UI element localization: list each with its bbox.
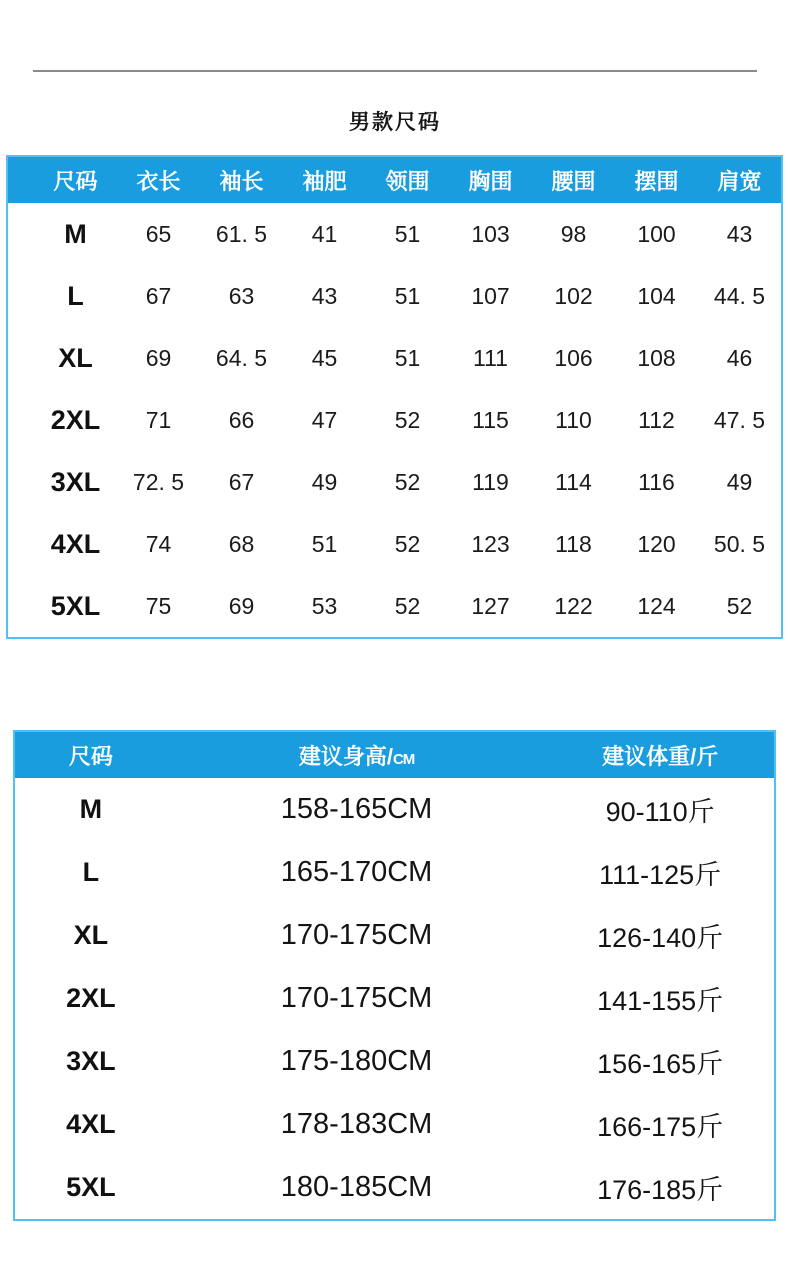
table-row	[15, 1156, 774, 1219]
table-row	[8, 327, 781, 389]
cell-value: 51	[394, 344, 421, 371]
cell-value: 67	[145, 282, 172, 309]
size-label: XL	[73, 920, 109, 950]
height-range: 170-175CM	[280, 919, 433, 951]
table-row	[8, 451, 781, 513]
cell-value: 116	[638, 468, 675, 495]
size-label: 4XL	[66, 1109, 116, 1139]
table-row	[15, 904, 774, 967]
table-row	[15, 778, 774, 841]
weight-range: 166-175斤	[597, 1112, 724, 1142]
weight-range: 141-155斤	[597, 986, 724, 1016]
size-label: M	[79, 794, 103, 824]
men-col-header-sleevew: 袖肥	[302, 168, 347, 194]
men-col-header-neck: 领围	[385, 168, 430, 194]
cell-value: 114	[555, 468, 592, 495]
height-range: 180-185CM	[280, 1171, 433, 1203]
cell-value: 43	[726, 220, 753, 247]
fit-table-header-row	[15, 732, 774, 778]
cell-value: 100	[637, 220, 676, 247]
fit-col-header-weight: 建议体重/斤	[602, 743, 719, 769]
cell-value: 124	[637, 592, 676, 619]
men-table-body	[8, 203, 781, 637]
cell-value: 52	[394, 406, 421, 433]
cell-value: 75	[145, 592, 172, 619]
cell-value: 122	[554, 592, 593, 619]
cell-value: 98	[560, 220, 587, 247]
height-range: 175-180CM	[280, 1045, 433, 1077]
cell-value: 46	[726, 344, 753, 371]
top-divider-line	[33, 70, 757, 72]
cell-value: 111	[473, 344, 508, 371]
cell-value: 112	[638, 406, 675, 433]
cell-value: 52	[394, 530, 421, 557]
cell-value: 110	[555, 406, 592, 433]
men-col-header-shoulder: 肩宽	[717, 168, 762, 194]
weight-range: 90-110斤	[605, 797, 715, 827]
table-row	[8, 389, 781, 451]
table-row	[15, 967, 774, 1030]
weight-range: 156-165斤	[597, 1049, 724, 1079]
men-col-header-sleeve: 袖长	[219, 168, 264, 194]
fit-table-body	[15, 778, 774, 1219]
table-row	[15, 1093, 774, 1156]
cell-value: 64. 5	[215, 344, 268, 371]
weight-range: 111-125斤	[599, 860, 722, 890]
size-label: 2XL	[66, 983, 116, 1013]
cell-value: 51	[394, 220, 421, 247]
men-col-header-size: 尺码	[53, 168, 98, 194]
cell-value: 68	[228, 530, 255, 557]
cell-value: 123	[471, 530, 510, 557]
cell-value: 106	[554, 344, 593, 371]
men-size-table	[6, 155, 783, 639]
cell-value: 115	[472, 406, 509, 433]
cell-value: 49	[726, 468, 753, 495]
size-label: 2XL	[50, 404, 101, 435]
cell-value: 52	[394, 592, 421, 619]
height-range: 165-170CM	[280, 856, 433, 888]
height-range: 158-165CM	[280, 793, 433, 825]
cell-value: 52	[394, 468, 421, 495]
size-label: 5XL	[50, 590, 101, 621]
cell-value: 120	[637, 530, 676, 557]
cell-value: 71	[145, 406, 172, 433]
cell-value: 45	[311, 344, 338, 371]
cell-value: 104	[637, 282, 676, 309]
table-row	[15, 841, 774, 904]
men-table-header-row	[8, 157, 781, 203]
cell-value: 67	[228, 468, 255, 495]
cell-value: 119	[472, 468, 509, 495]
cell-value: 61. 5	[215, 220, 268, 247]
size-label: 3XL	[50, 466, 101, 497]
cell-value: 66	[228, 406, 255, 433]
size-label: 3XL	[66, 1046, 116, 1076]
fit-col-header-height	[167, 740, 547, 771]
weight-range: 176-185斤	[597, 1175, 724, 1205]
men-col-header-waist: 腰围	[551, 168, 596, 194]
cell-value: 127	[471, 592, 510, 619]
cell-value: 65	[145, 220, 172, 247]
cell-value: 47. 5	[713, 406, 766, 433]
cell-value: 53	[311, 592, 338, 619]
table-row	[8, 203, 781, 265]
size-label: L	[67, 280, 84, 311]
size-label: 4XL	[50, 528, 101, 559]
cell-value: 108	[637, 344, 676, 371]
page-title: 男款尺码	[349, 111, 441, 134]
size-label: M	[64, 218, 87, 249]
cell-value: 51	[311, 530, 338, 557]
fit-height-label: 建议身高/	[298, 743, 393, 769]
cell-value: 50. 5	[713, 530, 766, 557]
table-row	[8, 575, 781, 637]
size-label: 5XL	[66, 1172, 116, 1202]
cell-value: 69	[228, 592, 255, 619]
fit-recommendation-table	[13, 730, 776, 1221]
cell-value: 107	[471, 282, 510, 309]
size-label: L	[82, 857, 100, 887]
height-range: 178-183CM	[280, 1108, 433, 1140]
men-col-header-chest: 胸围	[468, 168, 513, 194]
men-col-header-hem: 摆围	[634, 168, 679, 194]
cell-value: 102	[554, 282, 593, 309]
height-range: 170-175CM	[280, 982, 433, 1014]
cell-value: 69	[145, 344, 172, 371]
cell-value: 41	[311, 220, 338, 247]
men-col-header-length: 衣长	[136, 168, 181, 194]
table-row	[8, 513, 781, 575]
fit-height-unit: CM	[392, 750, 415, 768]
cell-value: 43	[311, 282, 338, 309]
weight-range: 126-140斤	[597, 923, 724, 953]
cell-value: 52	[726, 592, 753, 619]
size-label: XL	[58, 342, 93, 373]
cell-value: 103	[471, 220, 510, 247]
cell-value: 49	[311, 468, 338, 495]
cell-value: 72. 5	[132, 468, 185, 495]
table-row	[8, 265, 781, 327]
table-row	[15, 1030, 774, 1093]
cell-value: 51	[394, 282, 421, 309]
cell-value: 44. 5	[713, 282, 766, 309]
cell-value: 63	[228, 282, 255, 309]
cell-value: 74	[145, 530, 172, 557]
cell-value: 118	[555, 530, 592, 557]
cell-value: 47	[311, 406, 338, 433]
fit-col-header-size: 尺码	[68, 743, 113, 769]
